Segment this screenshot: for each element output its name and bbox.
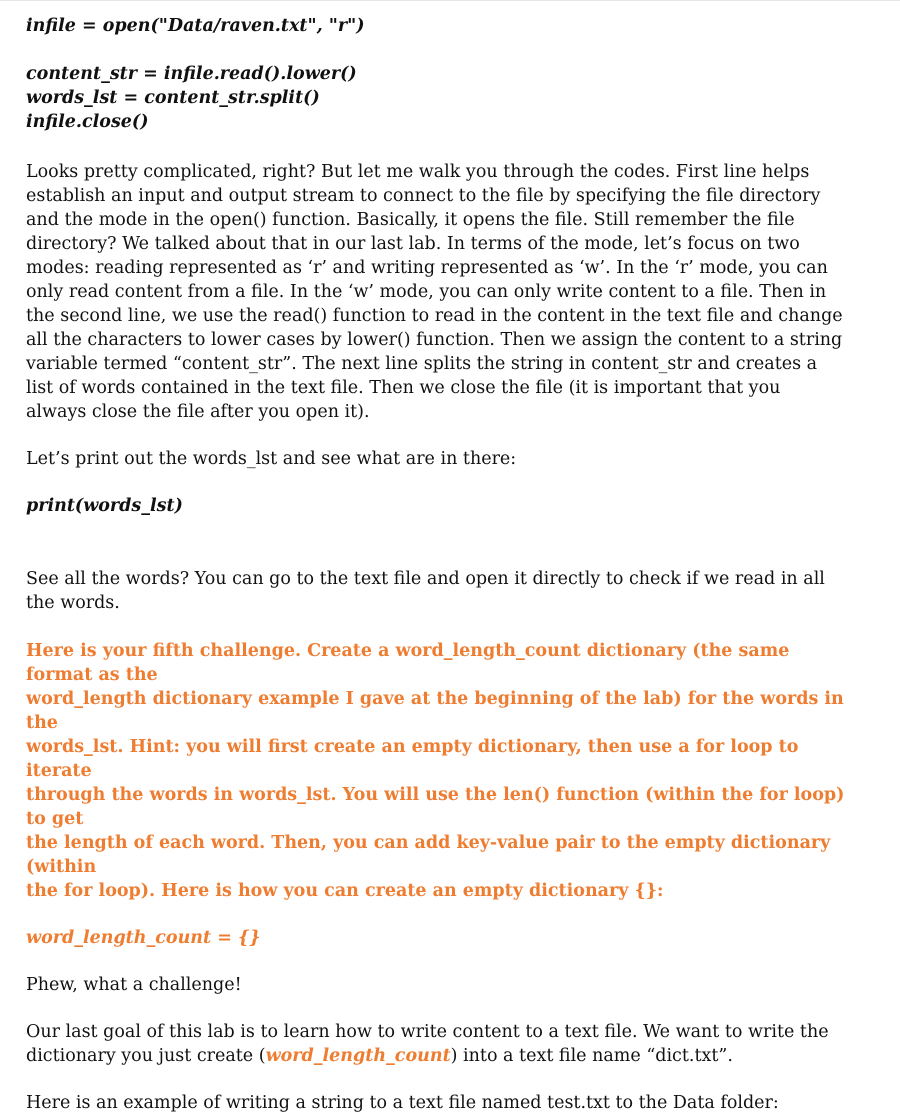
explanation-paragraph (26, 160, 846, 424)
text-line: Our last goal of this lab is to learn how to write content to a text file. We want to write the (26, 1022, 829, 1042)
code-line-open: infile = open("Data/raven.txt", "r") (26, 16, 365, 36)
write-example-intro: Here is an example of writing a string to a text file named test.txt to the Data folder: (26, 1093, 779, 1113)
challenge-line: the length of each word. Then, you can add key-value pair to the empty dictionary (within (26, 833, 831, 877)
text-line: modes: reading represented as ‘r’ and writing represented as ‘w’. In the ‘r’ mode, you can (26, 258, 828, 278)
challenge-line: words_lst. Hint: you will first create an empty dictionary, then use a for loop to iterate (26, 737, 799, 781)
phew-paragraph: Phew, what a challenge! (26, 975, 242, 995)
text-line: Looks pretty complicated, right? But let me walk you through the codes. First line helps (26, 162, 810, 182)
document-content (26, 14, 846, 1115)
last-goal-paragraph (26, 1020, 846, 1068)
challenge-line: word_length dictionary example I gave at the beginning of the lab) for the words in the (26, 689, 844, 733)
text-line: list of words contained in the text file. Then we close the file (it is important that you (26, 378, 781, 398)
text-line: and the mode in the open() function. Basically, it opens the file. Still remember the file (26, 210, 795, 230)
text-fragment: dictionary you just create ( (26, 1046, 266, 1066)
code-line-empty-dict: word_length_count = {} (26, 928, 261, 948)
challenge-line: the for loop). Here is how you can create an empty dictionary {}: (26, 881, 664, 901)
text-line: the second line, we use the read() function to read in the content in the text file and change (26, 306, 843, 326)
code-line-print: print(words_lst) (26, 496, 183, 516)
text-line: the words. (26, 593, 120, 613)
text-line: variable termed “content_str”. The next line splits the string in content_str and creates a (26, 354, 818, 374)
text-line: See all the words? You can go to the text file and open it directly to check if we read in all (26, 569, 825, 589)
code-line-read: content_str = infile.read().lower() (26, 64, 357, 84)
text-line-with-code (26, 1044, 846, 1068)
text-line: only read content from a file. In the ‘w’ mode, you can only write content to a file. Then in (26, 282, 827, 302)
code-line-close: infile.close() (26, 112, 149, 132)
text-fragment: ) into a text file name “dict.txt”. (450, 1046, 733, 1066)
print-intro-paragraph: Let’s print out the words_lst and see what are in there: (26, 449, 517, 469)
text-line: all the characters to lower cases by lower() function. Then we assign the content to a string (26, 330, 843, 350)
text-line: always close the file after you open it). (26, 402, 370, 422)
text-line: directory? We talked about that in our last lab. In terms of the mode, let’s focus on two (26, 234, 800, 254)
code-block-open-file (26, 14, 846, 134)
challenge-paragraph (26, 639, 846, 903)
text-line: establish an input and output stream to connect to the file by specifying the file directory (26, 186, 821, 206)
top-divider (0, 0, 900, 1)
challenge-line: through the words in words_lst. You will use the len() function (within the for loop) to get (26, 785, 845, 829)
code-line-split: words_lst = content_str.split() (26, 88, 320, 108)
challenge-line: Here is your fifth challenge. Create a word_length_count dictionary (the same format as the (26, 641, 790, 685)
see-words-paragraph (26, 567, 846, 615)
inline-code-word-length-count: word_length_count (265, 1046, 451, 1066)
